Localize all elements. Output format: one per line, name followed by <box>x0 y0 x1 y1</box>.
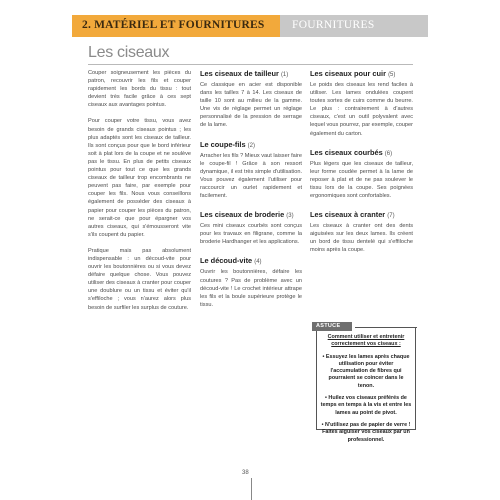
item-number: (2) <box>247 142 255 149</box>
item-description: Les ciseaux à cranter ont des dents aiguisées sur les deux lames. Ils créent un bord de tissu dentelé qui s'effiloche moins après la coupe. <box>310 223 413 254</box>
item-description: Ouvrir les boutonnières, défaire les coutures ? Pas de problème avec un découd-vite ! Le crochet intérieur attrape les fils et la boule supérieure protège le tissu. <box>200 269 302 308</box>
intro-paragraph: Pour couper votre tissu, vous avez besoin de grands ciseaux pointus ; les plus adaptés sont les ciseaux de tailleur. Ils sont conçus pour que le bord inférieur soit à plat lors de la coupe et ne soulève pas le tissu. En plus de petits ciseaux pointus pour tout ce que les grands ciseaux de tailleur trop encombrants ne peuvent pas faire, par exemple pour couper les fils. Nous vous conseillons également de posséder des ciseaux à papier pour couper les pièces du patron, ne serait-ce que pour épargner vos autres ciseaux, qui s'émousseront vite s'ils coupent du papier. <box>88 118 191 238</box>
section-tab <box>280 15 428 37</box>
section-title: Les ciseaux <box>88 44 170 61</box>
page-number-rule <box>251 478 252 500</box>
item-description: Ce classique en acier est disponible dans les tailles 7 à 14. Les ciseaux de taille 10 sont au milieu de la gamme. Une vis de réglage permet un réglage personnalisé de la pression de serrage de la lame. <box>200 82 302 129</box>
item-number: (3) <box>286 213 294 220</box>
tip-box <box>312 322 420 443</box>
item-number: (1) <box>280 72 289 78</box>
tip-point: • N'utilisez pas de papier de verre ! Faites aiguiser vos ciseaux par un professionnel. <box>321 421 411 443</box>
item-number: (7) <box>387 213 395 220</box>
item-tailor-scissors <box>200 69 302 130</box>
item-embroidery-scissors <box>200 210 302 246</box>
item-description: Arracher les fils ? Mieux vaut laisser faire le coupe-fil ! Grâce à son ressort dynamique, il est très simple d'utilisation. Vous pouvez également l'utiliser pour raccourcir un ourlet rapidement et facilement. <box>200 152 302 200</box>
item-leather-scissors <box>310 69 413 138</box>
tip-label <box>312 322 352 331</box>
chapter-header <box>72 15 280 37</box>
item-title: Les ciseaux pour cuir (5) <box>310 69 396 78</box>
item-title: Le découd-vite (4) <box>200 256 262 266</box>
intro-paragraph: Pratique mais pas absolument indispensable : un découd-vite pour ouvrir les boutonnières ou si vous devez défaire quelque chose. Vous pouvez utiliser des ciseaux à cranter pour couper une doublure ou un tissu et éviter qu'il s'effiloche ; vous n'aurez alors plus besoin de surfiler les surplus de couture. <box>88 247 191 311</box>
section-tab-label: FOURNITURES <box>292 19 375 31</box>
item-title: Les ciseaux de tailleur (1) <box>200 69 289 78</box>
scissors-column-2 <box>200 69 302 319</box>
item-number: (5) <box>388 72 396 78</box>
intro-column <box>88 69 191 320</box>
item-description: Le poids des ciseaux les rend faciles à utiliser. Les lames ondulées coupent toutes sortes de cuirs comme du beurre. Le plus : contrairement à d'autres ciseaux, c'est un outil polyvalent avec lequel vous pourrez, par exemple, couper également du carton. <box>310 82 413 137</box>
tip-label-text: ASTUCE <box>316 323 341 329</box>
item-pinking-shears <box>310 210 413 254</box>
item-description: Plus légers que les ciseaux de tailleur, leur forme coudée permet à la lame de reposer à plat et de ne pas soulever le tissu lors de la coupe. Ses poignées ergonomiques sont confortables. <box>310 160 413 200</box>
scissors-column-3 <box>310 69 413 265</box>
item-title: Les ciseaux de broderie (3) <box>200 210 294 220</box>
item-number: (6) <box>384 150 393 157</box>
item-description: Ces mini ciseaux courbés sont conçus pour les travaux en filigrane, comme la broderie Hardhanger et les applications. <box>200 223 302 246</box>
intro-paragraph: Couper soigneusement les pièces du patron, recouvrir les fils et couper rapidement les bords du tissu : tout devient très facile grâce à ces sept ciseaux aux avantages pointus. <box>88 70 191 109</box>
item-title: Les ciseaux à cranter (7) <box>310 210 395 220</box>
item-title: Les ciseaux courbés (6) <box>310 147 393 157</box>
item-thread-cutter <box>200 140 302 201</box>
item-seam-ripper <box>200 256 302 308</box>
item-title: Le coupe-fils (2) <box>200 139 255 149</box>
tip-point: • Essuyez les lames après chaque utilisation pour éviter l'accumulation de fibres qui pourraient se coincer dans le tenon. <box>322 353 410 389</box>
tip-body <box>320 334 412 449</box>
item-bent-scissors <box>310 148 413 200</box>
tip-lead: Comment utiliser et entretenir correctement vos ciseaux : <box>327 334 405 348</box>
title-divider <box>88 64 413 65</box>
chapter-title: 2. MATÉRIEL ET FOURNITURES <box>82 19 265 31</box>
item-number: (4) <box>254 259 262 266</box>
tip-point: • Huilez vos ciseaux préférés de temps en temps à la vis et entre les lames au point de pivot. <box>320 395 412 416</box>
page-number: 38 <box>242 470 249 476</box>
